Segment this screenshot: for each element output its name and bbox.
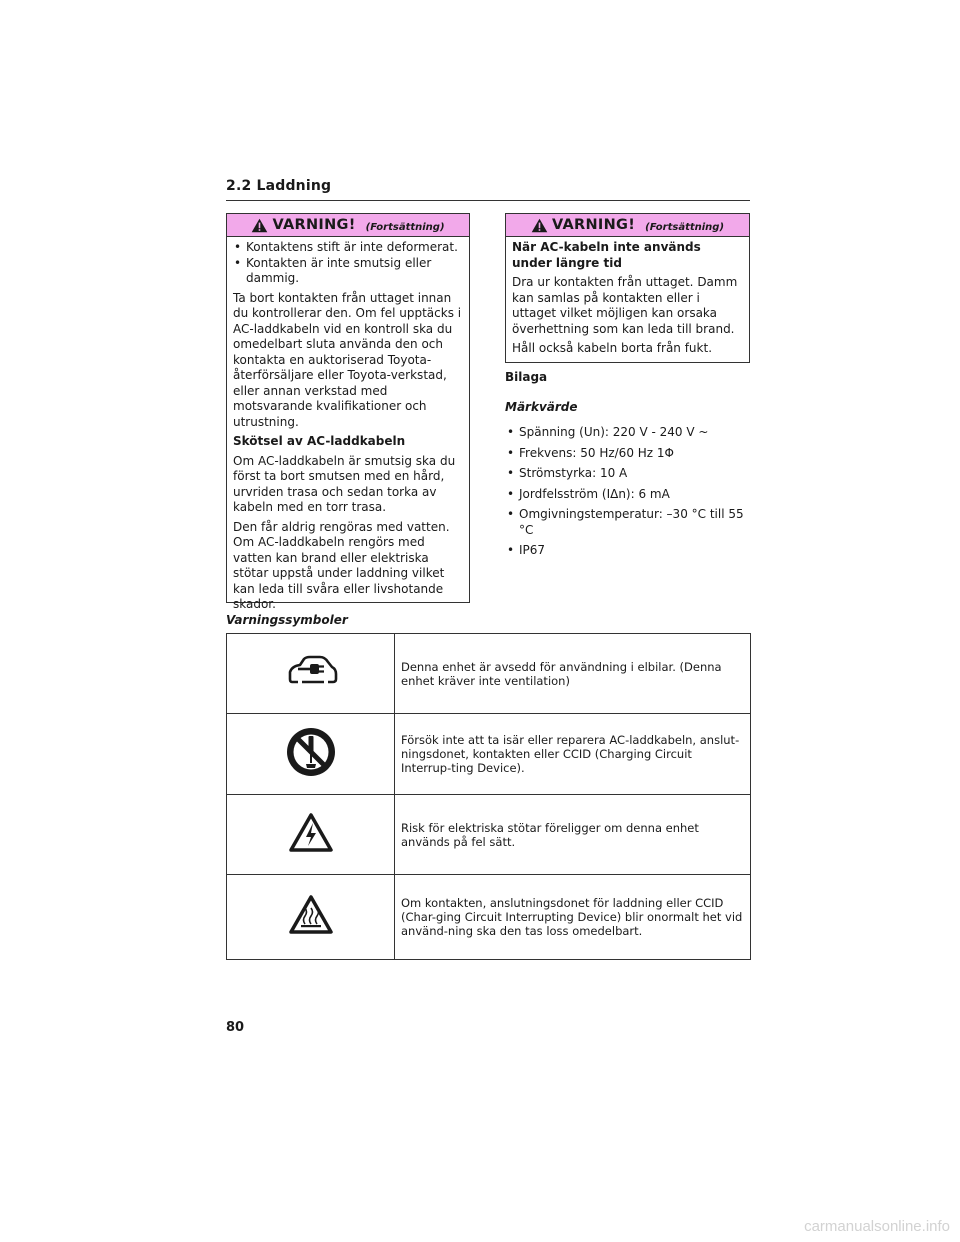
- warning-header: [227, 214, 469, 237]
- paragraph: Om AC-laddkabeln är smutsig ska du först ta bort smutsen med en hård, urvriden trasa och sedan torka av kabeln med en torr trasa.: [233, 453, 456, 514]
- list-item: • Jordfelsström (IΔn): 6 mA: [505, 487, 750, 503]
- rating-list: [505, 425, 750, 559]
- electric-shock-warning-icon: [288, 812, 334, 854]
- appendix-heading: Bilaga: [505, 370, 548, 384]
- warning-box-left: [226, 213, 470, 611]
- no-disassembly-icon: [285, 726, 337, 778]
- list-item: • Kontakten är inte smutsig eller dammig.: [233, 256, 463, 287]
- warning-triangle-icon: [531, 218, 548, 233]
- table-row: [227, 714, 751, 795]
- list-item: • Strömstyrka: 10 A: [505, 466, 750, 482]
- symbols-title: Varningssymboler: [226, 613, 348, 627]
- table-row: [227, 634, 751, 714]
- symbol-description: Denna enhet är avsedd för användning i elbilar. (Denna enhet kräver inte ventilation): [395, 634, 751, 714]
- paragraph: Ta bort kontakten från uttaget innan du kontrollerar den. Om fel upptäcks i AC-laddkabeln vid en kontroll ska du omedelbart sluta använda den och kontakta en auktoriserad Toyota-återförsäljare eller Toyota-verkstad, eller annan verkstad med motsvarande kvalifikationer och utrustning.: [233, 290, 462, 429]
- table-row: [227, 795, 751, 875]
- warning-triangle-icon: [251, 218, 268, 233]
- subheading: Skötsel av AC-laddkabeln: [233, 434, 406, 448]
- symbols-table: [226, 633, 751, 960]
- rating-subheading: Märkvärde: [505, 399, 578, 414]
- table-row: [227, 875, 751, 960]
- subheading: När AC-kabeln inte används under längre tid: [512, 240, 701, 270]
- watermark: carmanualsonline.info: [804, 1218, 950, 1235]
- paragraph: Den får aldrig rengöras med vatten. Om AC-laddkabeln rengörs med vatten kan brand eller elektriska stötar uppstå under laddning vilket kan leda till svåra eller livshotande skador.: [233, 519, 450, 611]
- symbol-description: Försök inte att ta isär eller reparera AC-laddkabeln, anslut-ningsdonet, kontakten eller CCID (Charging Circuit Interrup-ting Device).: [395, 714, 751, 795]
- warning-title: VARNING!: [551, 217, 636, 233]
- list-item: • Kontaktens stift är inte deformerat.: [233, 240, 463, 256]
- warning-bullets: [233, 240, 463, 287]
- symbol-description: Om kontakten, anslutningsdonet för laddning eller CCID (Char-ging Circuit Interrupting Device) blir onormalt het vid använd-ning ska den tas loss omedelbart.: [395, 875, 751, 960]
- warning-header: [506, 214, 749, 237]
- warning-subtitle: (Fortsättning): [365, 221, 445, 233]
- section-header: 2.2 Laddning: [226, 178, 750, 201]
- paragraph: Dra ur kontakten från uttaget. Damm kan samlas på kontakten eller i uttaget vilket möjligen kan orsaka överhettning som kan leda till brand.: [512, 275, 738, 336]
- symbol-description: Risk för elektriska stötar föreligger om denna enhet används på fel sätt.: [395, 795, 751, 875]
- warning-title: VARNING!: [272, 217, 356, 233]
- warning-subtitle: (Fortsättning): [645, 221, 725, 233]
- ev-car-plug-icon: [284, 655, 338, 689]
- appendix-section: [505, 370, 750, 564]
- page-number: 80: [226, 1020, 245, 1035]
- list-item: • Frekvens: 50 Hz/60 Hz 1Φ: [505, 446, 750, 462]
- hot-surface-warning-icon: [288, 894, 334, 936]
- paragraph: Håll också kabeln borta från fukt.: [512, 341, 713, 355]
- list-item: • IP67: [505, 543, 750, 559]
- list-item: • Omgivningstemperatur: –30 °C till 55 °C: [505, 507, 750, 538]
- warning-box-right: [505, 213, 750, 363]
- list-item: • Spänning (Un): 220 V - 240 V ~: [505, 425, 750, 441]
